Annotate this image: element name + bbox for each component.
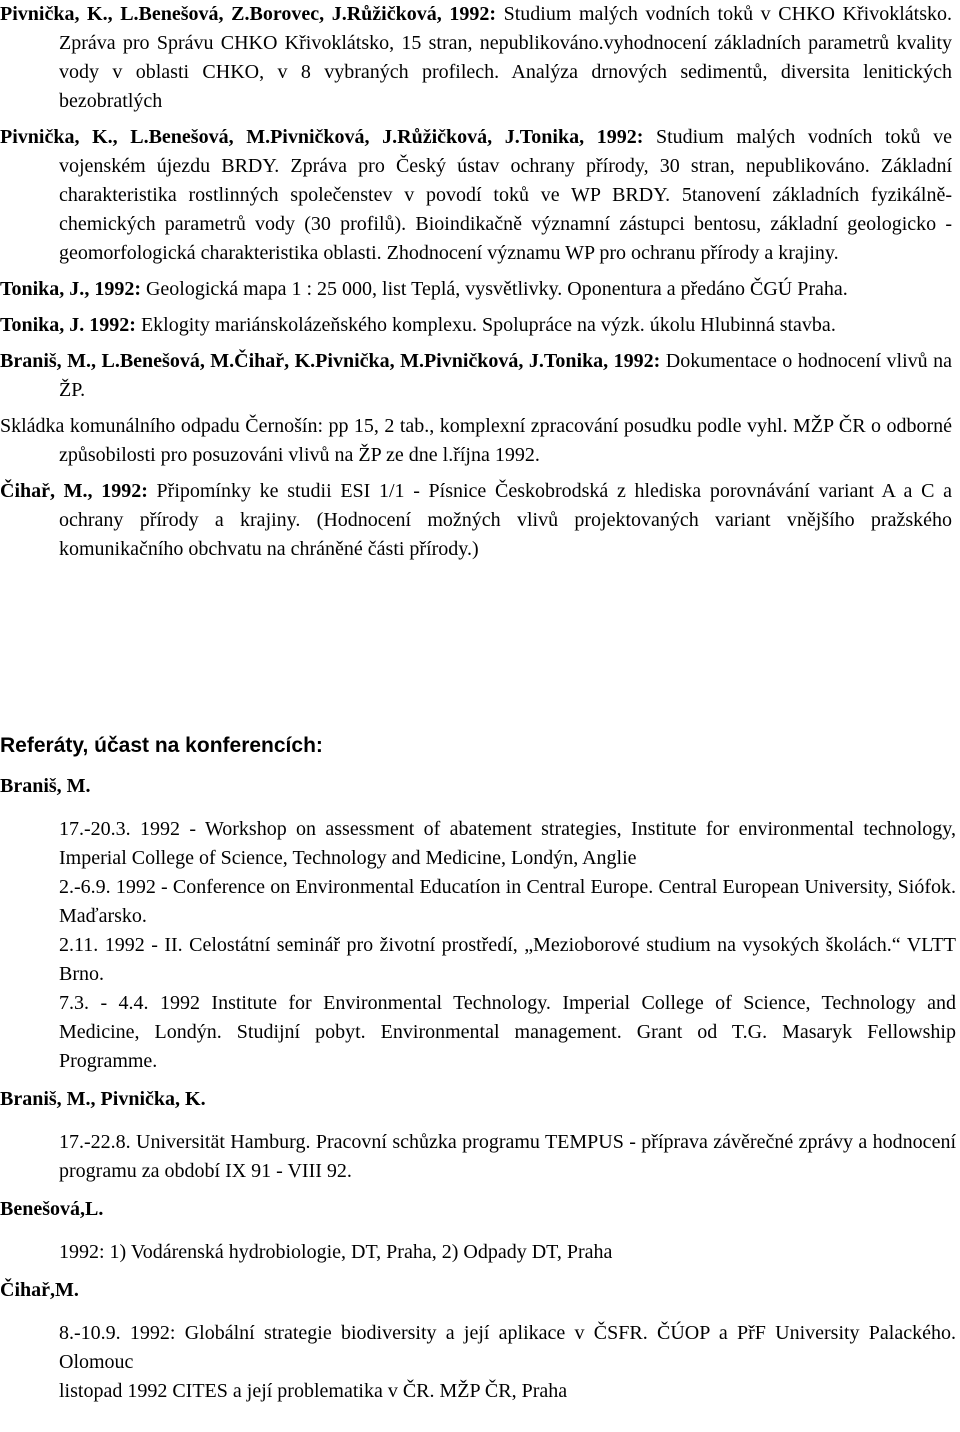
publication-text: Skládka komunálního odpadu Černošín: pp 15, 2 tab., komplexní zpracování posudku podle vyhl. MŽP ČR o odborné způsobilosti pro posuzováni vlivů na ŽP ze dne l.října 1992. — [0, 415, 952, 466]
publication-entry — [0, 0, 952, 116]
publication-entry — [0, 275, 952, 304]
publication-entry — [0, 123, 952, 268]
conference-item: 7.3. - 4.4. 1992 Institute for Environmental Technology. Imperial College of Science, Technology and Medicine, Londýn. Studijní pobyt. Environmental management. Grant od T.G. Masaryk Fellowship Programme. — [59, 992, 956, 1072]
publication-authors: Tonika, J. — [0, 278, 85, 300]
publication-authors: Braniš, M., L.Benešová, M.Čihař, K.Pivnička, M.Pivničková, J.Tonika, 1992: — [0, 350, 661, 372]
publication-entry — [0, 412, 952, 470]
conference-group — [0, 1195, 956, 1267]
publication-text: Eklogity mariánskolázeňského komplexu. Spolupráce na výzk. úkolu Hlubinná stavba. — [135, 314, 836, 336]
publication-entry — [0, 311, 952, 340]
conference-author: Benešová,L. — [0, 1198, 104, 1220]
conference-item: 1992: 1) Vodárenská hydrobiologie, DT, Praha, 2) Odpady DT, Praha — [59, 1241, 613, 1263]
conference-author: Čihař,M. — [0, 1279, 79, 1301]
conference-group — [0, 772, 956, 1076]
publication-year: , 1992: — [84, 278, 141, 300]
conference-item: 2.-6.9. 1992 - Conference on Environmental Educatíon in Central Europe. Central European University, Siófok. Maďarsko. — [59, 876, 956, 927]
conference-group — [0, 1085, 956, 1186]
conferences-list — [0, 772, 956, 1406]
conference-group — [0, 1276, 956, 1406]
publication-text: Geologická mapa 1 : 25 000, list Teplá, vysvětlivky. Oponentura a předáno ČGÚ Praha. — [140, 278, 848, 300]
conference-item: listopad 1992 CITES a její problematika v ČR. MŽP ČR, Praha — [59, 1380, 568, 1402]
conference-item: 2.11. 1992 - II. Celostátní seminář pro životní prostředí, „Mezioborové studium na vysokých školách.“ VLTT Brno. — [59, 934, 956, 985]
conference-author: Braniš, M., Pivnička, K. — [0, 1088, 206, 1110]
publication-year: , 1992: — [87, 480, 148, 502]
conference-item: 17.-20.3. 1992 - Workshop on assessment of abatement strategies, Institute for environmental technology, Imperial College of Science, Technology and Medicine, Londýn, Anglie — [59, 818, 956, 869]
publication-entry — [0, 347, 952, 405]
publication-text: Studium malých vodních toků v CHKO Křivoklátsko. Zpráva pro Správu CHKO Křivoklátsko, 15 stran, nepublikováno.vyhodnocení základních parametrů kvality vody v oblasti CHKO, v 8 vybraných profilech. Analýza drnových sedimentů, diversita lenitických bezobratlých — [59, 3, 952, 112]
section-heading: Referáty, účast na konferencích: — [0, 734, 323, 757]
publication-entry — [0, 477, 952, 564]
publication-text: Studium malých vodních toků ve vojenském újezdu BRDY. Zpráva pro Český ústav ochrany přírody, 30 stran, nepublikováno. Základní charakteristika rostlinných společenstev v povodí toků ve WP BRDY. 5tanovení základních fyzikálně-chemických parametrů vody (30 profilů). Bioindikačně významní zástupci bentosu, základní geologicko -geomorfologická charakteristika oblasti. Zhodnocení významu WP pro ochranu přírody a krajiny. — [59, 126, 952, 264]
publication-authors: Pivnička, K., L.Benešová, Z.Borovec, J.Růžičková, 1992: — [0, 3, 496, 25]
publication-authors: Pivnička, K., L.Benešová, M.Pivničková, J.Růžičková, J.Tonika, 1992: — [0, 126, 644, 148]
conference-item: 17.-22.8. Universität Hamburg. Pracovní schůzka programu TEMPUS - příprava závěrečné zprávy a hodnocení programu za období IX 91 - VIII 92. — [59, 1131, 956, 1182]
publications-list — [0, 0, 956, 571]
conference-item: 8.-10.9. 1992: Globální strategie biodiversity a její aplikace v ČSFR. ČÚOP a PřF University Palackého. Olomouc — [59, 1322, 956, 1373]
publication-authors: Tonika, J. 1992: — [0, 314, 136, 336]
publication-text: Dokumentace o hodnocení vlivů na ŽP. — [59, 350, 952, 401]
publication-text: Připomínky ke studii ESI 1/1 - Písnice Českobrodská z hlediska porovnávání variant A a C a ochrany přírody a krajiny. (Hodnocení možných vlivů projektovaných variant vnějšího pražského komunikačního obchvatu na chráněné části přírody.) — [59, 480, 952, 560]
publication-authors: Čihař, M. — [0, 480, 88, 502]
conference-author: Braniš, M. — [0, 775, 91, 797]
